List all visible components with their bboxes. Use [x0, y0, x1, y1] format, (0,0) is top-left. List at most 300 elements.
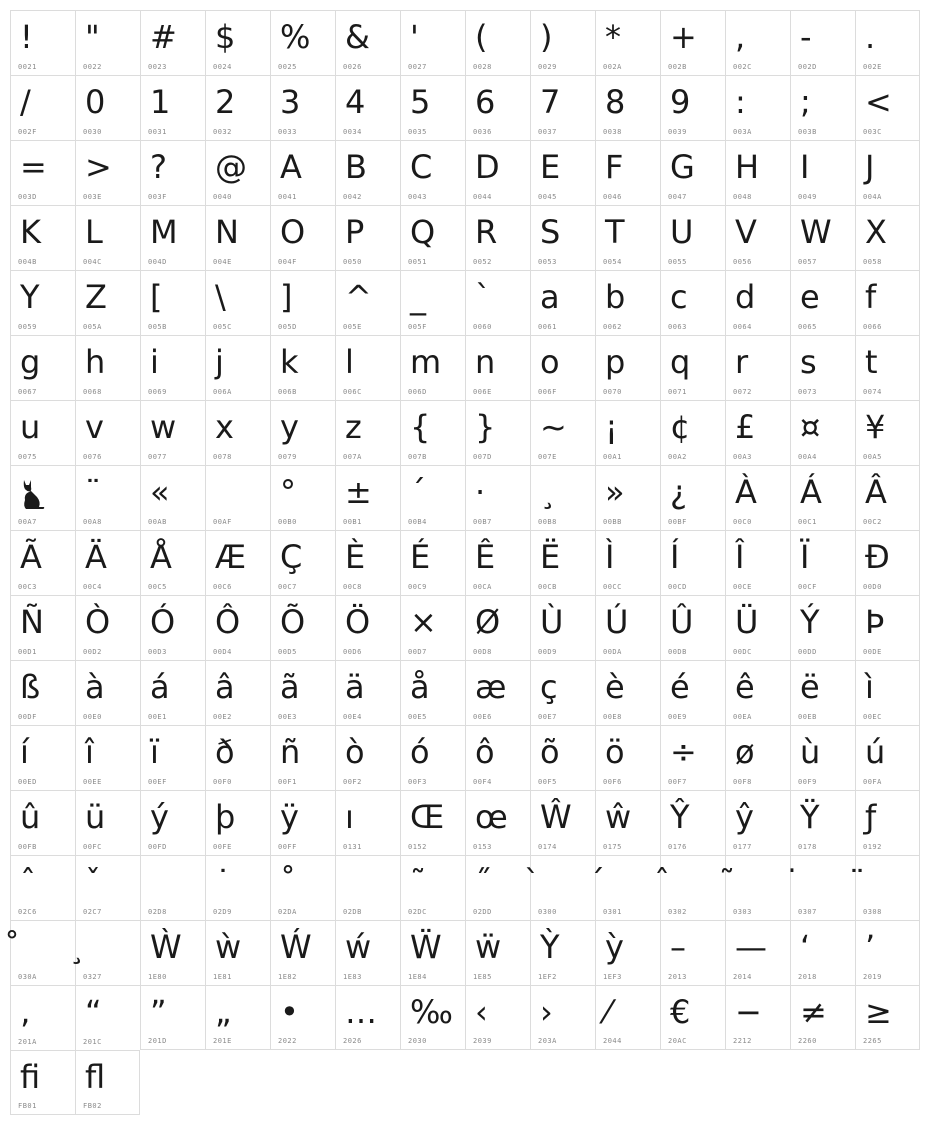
glyph-code: 006D	[408, 388, 427, 396]
glyph-cell	[10, 205, 75, 270]
glyph-char: ¨	[85, 473, 101, 511]
glyph-code: 00EE	[83, 778, 102, 786]
glyph-code: 00D9	[538, 648, 557, 656]
glyph-cell	[10, 920, 75, 985]
glyph-code: 00E1	[148, 713, 167, 721]
glyph-code: 00A4	[798, 453, 817, 461]
glyph-code: 0176	[668, 843, 687, 851]
glyph-char: ¥	[865, 408, 886, 446]
glyph-cell	[10, 465, 75, 530]
glyph-char: „	[215, 993, 232, 1031]
glyph-char: Ì	[605, 538, 615, 576]
glyph-code: 02D9	[213, 908, 232, 916]
glyph-char: Ô	[215, 603, 241, 641]
glyph-code: 007A	[343, 453, 362, 461]
glyph-char: È	[345, 538, 366, 576]
glyph-char: Ä	[85, 538, 107, 576]
glyph-cell	[205, 790, 270, 855]
glyph-code: 2212	[733, 1037, 752, 1045]
glyph-code: 0071	[668, 388, 687, 396]
glyph-cell	[75, 10, 140, 75]
glyph-cell	[790, 920, 855, 985]
glyph-code: 0077	[148, 453, 167, 461]
glyph-cell	[855, 75, 920, 140]
glyph-char: 6	[475, 83, 496, 121]
glyph-cell	[660, 790, 725, 855]
glyph-char: p	[605, 343, 626, 381]
glyph-cell	[855, 660, 920, 725]
glyph-char: Õ	[280, 603, 306, 641]
glyph-char: c	[670, 278, 688, 316]
glyph-char: h	[85, 343, 106, 381]
glyph-code: 0131	[343, 843, 362, 851]
glyph-cell	[140, 985, 205, 1050]
glyph-cell	[400, 660, 465, 725]
glyph-code: 0040	[213, 193, 232, 201]
glyph-char: 2	[215, 83, 236, 121]
glyph-cell	[400, 10, 465, 75]
glyph-char: Ó	[150, 603, 176, 641]
glyph-cell	[400, 985, 465, 1050]
glyph-cell	[400, 465, 465, 530]
glyph-code: 2260	[798, 1037, 817, 1045]
glyph-char: ÿ	[280, 798, 299, 836]
glyph-cell	[270, 10, 335, 75]
glyph-cell	[270, 790, 335, 855]
glyph-cell	[270, 75, 335, 140]
glyph-cell	[790, 595, 855, 660]
glyph-cell	[530, 530, 595, 595]
glyph-char: ≥	[865, 993, 892, 1031]
glyph-char: à	[85, 668, 105, 706]
glyph-char: `	[475, 278, 491, 316]
glyph-char: Ÿ	[800, 798, 820, 836]
glyph-char: ﬂ	[85, 1058, 106, 1096]
glyph-char: ¤	[800, 408, 821, 446]
glyph-char: Ã	[20, 538, 42, 576]
glyph-char: ‰	[410, 993, 453, 1031]
glyph-cell	[595, 335, 660, 400]
glyph-cell	[140, 140, 205, 205]
glyph-char: :	[735, 83, 746, 121]
glyph-code: 0075	[18, 453, 37, 461]
glyph-code: 00CC	[603, 583, 622, 591]
glyph-char: ƒ	[865, 798, 877, 836]
glyph-code: 0026	[343, 63, 362, 71]
glyph-cell	[75, 725, 140, 790]
glyph-char: ‚	[20, 993, 31, 1031]
glyph-code: 0047	[668, 193, 687, 201]
glyph-char: Í	[670, 538, 680, 576]
glyph-cell	[530, 75, 595, 140]
glyph-char: ’	[865, 928, 876, 966]
glyph-char: L	[85, 213, 103, 251]
glyph-char: u	[20, 408, 41, 446]
glyph-cell	[855, 10, 920, 75]
glyph-cell	[335, 205, 400, 270]
glyph-cell	[790, 10, 855, 75]
glyph-code: 0152	[408, 843, 427, 851]
glyph-cell	[725, 270, 790, 335]
glyph-cell	[75, 855, 140, 920]
glyph-code: 0023	[148, 63, 167, 71]
glyph-cell	[140, 595, 205, 660]
glyph-char: á	[150, 668, 170, 706]
glyph-char: ‘	[800, 928, 811, 966]
glyph-char: å	[410, 668, 430, 706]
glyph-cell	[855, 400, 920, 465]
glyph-char: Æ	[215, 538, 247, 576]
glyph-code: 0070	[603, 388, 622, 396]
glyph-cell	[10, 530, 75, 595]
glyph-code: 00B7	[473, 518, 492, 526]
glyph-cell	[400, 725, 465, 790]
glyph-code: 2044	[603, 1037, 622, 1045]
glyph-cell	[855, 465, 920, 530]
glyph-cell	[75, 205, 140, 270]
glyph-char: Ð	[865, 538, 890, 576]
glyph-code: 02DB	[343, 908, 362, 916]
glyph-cell	[10, 400, 75, 465]
glyph-code: 0037	[538, 128, 557, 136]
glyph-code: 00E2	[213, 713, 232, 721]
glyph-code: 00CF	[798, 583, 817, 591]
glyph-code: 02D8	[148, 908, 167, 916]
glyph-char: ×	[410, 603, 437, 641]
glyph-char: ỳ	[605, 928, 624, 966]
glyph-char: þ	[215, 798, 236, 836]
glyph-char: ¢	[670, 408, 691, 446]
glyph-code: 00DF	[18, 713, 37, 721]
glyph-code: 1E83	[343, 973, 362, 981]
glyph-code: 00A2	[668, 453, 687, 461]
glyph-char: y	[280, 408, 299, 446]
glyph-cell	[530, 725, 595, 790]
glyph-char: ý	[150, 798, 169, 836]
glyph-code: 201E	[213, 1037, 232, 1045]
glyph-code: 00D4	[213, 648, 232, 656]
glyph-cell	[75, 270, 140, 335]
glyph-char: )	[540, 18, 553, 56]
glyph-code: 0055	[668, 258, 687, 266]
glyph-cell	[75, 985, 140, 1050]
glyph-char: V	[735, 213, 757, 251]
glyph-code: 0031	[148, 128, 167, 136]
glyph-code: 201A	[18, 1038, 37, 1046]
glyph-code: 0033	[278, 128, 297, 136]
glyph-cell	[530, 270, 595, 335]
glyph-code: 00AF	[213, 518, 232, 526]
glyph-cell	[75, 595, 140, 660]
glyph-code: 0079	[278, 453, 297, 461]
glyph-char: è	[605, 668, 625, 706]
glyph-cell	[400, 400, 465, 465]
glyph-code: 00F4	[473, 778, 492, 786]
glyph-char: b	[605, 278, 626, 316]
glyph-code: 00BB	[603, 518, 622, 526]
glyph-char: ﬁ	[20, 1058, 41, 1096]
glyph-char: €	[670, 993, 691, 1031]
glyph-cell	[660, 335, 725, 400]
glyph-char: a	[540, 278, 560, 316]
glyph-cell	[530, 465, 595, 530]
glyph-cell	[725, 205, 790, 270]
glyph-code: 0300	[538, 908, 557, 916]
glyph-char: f	[865, 278, 877, 316]
glyph-char: S	[540, 213, 561, 251]
glyph-code: 00DE	[863, 648, 882, 656]
glyph-cell	[400, 855, 465, 920]
glyph-code: 0041	[278, 193, 297, 201]
glyph-code: 0303	[733, 908, 752, 916]
glyph-code: 00E4	[343, 713, 362, 721]
glyph-cell	[855, 985, 920, 1050]
glyph-code: 0175	[603, 843, 622, 851]
glyph-char: d	[735, 278, 756, 316]
glyph-code: 004F	[278, 258, 297, 266]
glyph-cell	[10, 1050, 75, 1115]
glyph-code: 02DD	[473, 908, 492, 916]
glyph-cell	[595, 595, 660, 660]
glyph-cell	[790, 335, 855, 400]
glyph-code: 003B	[798, 128, 817, 136]
glyph-char: N	[215, 213, 239, 251]
glyph-cell	[400, 75, 465, 140]
glyph-char: $	[215, 18, 236, 56]
glyph-code: 0061	[538, 323, 557, 331]
glyph-cell	[465, 205, 530, 270]
glyph-cell	[75, 400, 140, 465]
glyph-code: 00C3	[18, 583, 37, 591]
glyph-char: ê	[735, 668, 755, 706]
glyph-code: 00E0	[83, 713, 102, 721]
glyph-code: 0053	[538, 258, 557, 266]
glyph-char: À	[735, 473, 757, 511]
glyph-char: ˜	[410, 863, 426, 901]
glyph-char: Q	[410, 213, 436, 251]
glyph-cell	[10, 75, 75, 140]
glyph-cell	[400, 790, 465, 855]
glyph-char: ~	[540, 408, 567, 446]
glyph-cell	[270, 855, 335, 920]
glyph-cell	[270, 985, 335, 1050]
glyph-code: 0066	[863, 323, 882, 331]
glyph-code: 0034	[343, 128, 362, 136]
glyph-code: 00E9	[668, 713, 687, 721]
glyph-code: 00D7	[408, 648, 427, 656]
glyph-code: 0049	[798, 193, 817, 201]
glyph-char: ı	[345, 798, 354, 836]
glyph-code: 00C6	[213, 583, 232, 591]
glyph-cell	[465, 725, 530, 790]
glyph-char: Ê	[475, 538, 496, 576]
glyph-cell	[725, 595, 790, 660]
glyph-code: 0039	[668, 128, 687, 136]
glyph-code: 0027	[408, 63, 427, 71]
glyph-code: 00D1	[18, 648, 37, 656]
glyph-code: 2039	[473, 1037, 492, 1045]
glyph-char: æ	[475, 668, 507, 706]
glyph-char: U	[670, 213, 694, 251]
glyph-char: +	[670, 18, 697, 56]
glyph-code: 003A	[733, 128, 752, 136]
glyph-char: ¸	[540, 473, 556, 511]
glyph-code: 0069	[148, 388, 167, 396]
glyph-cell	[140, 855, 205, 920]
glyph-code: 00E8	[603, 713, 622, 721]
glyph-code: 2019	[863, 973, 882, 981]
glyph-cell	[400, 530, 465, 595]
glyph-cell	[465, 465, 530, 530]
glyph-cell	[10, 855, 75, 920]
glyph-char: o	[540, 343, 560, 381]
glyph-code: 0022	[83, 63, 102, 71]
glyph-code: 0043	[408, 193, 427, 201]
glyph-cell	[75, 530, 140, 595]
glyph-cell	[725, 400, 790, 465]
glyph-code: 0063	[668, 323, 687, 331]
glyph-cell	[400, 595, 465, 660]
glyph-cell	[140, 465, 205, 530]
glyph-cell	[205, 140, 270, 205]
glyph-char: ó	[410, 733, 430, 771]
glyph-char: ã	[280, 668, 300, 706]
glyph-char: •	[280, 993, 299, 1031]
glyph-code: 00E6	[473, 713, 492, 721]
glyph-cell	[140, 10, 205, 75]
glyph-code: 203A	[538, 1037, 557, 1045]
glyph-char: A	[280, 148, 302, 186]
glyph-cell	[205, 205, 270, 270]
glyph-code: 003D	[18, 193, 37, 201]
glyph-char: ¿	[670, 473, 687, 511]
glyph-char: !	[20, 18, 33, 56]
glyph-char: 4	[345, 83, 366, 121]
glyph-cell	[335, 10, 400, 75]
glyph-code: 2265	[863, 1037, 882, 1045]
glyph-char: i	[150, 343, 159, 381]
glyph-char: l	[345, 343, 354, 381]
glyph-char: Y	[20, 278, 40, 316]
glyph-char: =	[20, 148, 47, 186]
glyph-code: 0057	[798, 258, 817, 266]
glyph-code: 00F7	[668, 778, 687, 786]
glyph-code: 0048	[733, 193, 752, 201]
glyph-code: 0032	[213, 128, 232, 136]
glyph-char: Z	[85, 278, 107, 316]
glyph-char: '	[410, 18, 419, 56]
glyph-code: 002F	[18, 128, 37, 136]
glyph-char: {	[410, 408, 431, 446]
glyph-char: g	[20, 343, 41, 381]
glyph-char: }	[475, 408, 496, 446]
glyph-code: 00E7	[538, 713, 557, 721]
glyph-char: x	[215, 408, 234, 446]
glyph-cell	[335, 725, 400, 790]
glyph-char: 1	[150, 83, 171, 121]
glyph-code: 0073	[798, 388, 817, 396]
glyph-cell	[270, 660, 335, 725]
glyph-code: 0076	[83, 453, 102, 461]
glyph-code: 005A	[83, 323, 102, 331]
glyph-cell	[465, 400, 530, 465]
glyph-cell	[465, 985, 530, 1050]
glyph-cell	[205, 920, 270, 985]
glyph-char: Þ	[865, 603, 885, 641]
glyph-char: X	[865, 213, 887, 251]
glyph-char: ÷	[670, 733, 697, 771]
glyph-cell	[10, 270, 75, 335]
glyph-cell	[855, 725, 920, 790]
glyph-cell	[790, 530, 855, 595]
glyph-code: 005F	[408, 323, 427, 331]
glyph-code: 2030	[408, 1037, 427, 1045]
glyph-char: Á	[800, 473, 822, 511]
glyph-cell	[790, 985, 855, 1050]
glyph-char: m	[410, 343, 442, 381]
glyph-cell	[725, 855, 790, 920]
glyph-cell	[465, 335, 530, 400]
glyph-char: F	[605, 148, 624, 186]
glyph-cell	[790, 790, 855, 855]
glyph-code: 0042	[343, 193, 362, 201]
glyph-code: 00FC	[83, 843, 102, 851]
glyph-cell	[140, 920, 205, 985]
glyph-char: Œ	[410, 798, 445, 836]
glyph-cell	[595, 140, 660, 205]
glyph-char: ;	[800, 83, 811, 121]
glyph-char: G	[670, 148, 695, 186]
glyph-char: ˝	[475, 863, 491, 901]
glyph-cell	[530, 855, 595, 920]
glyph-code: 007E	[538, 453, 557, 461]
glyph-cell	[270, 270, 335, 335]
glyph-cell	[335, 270, 400, 335]
glyph-code: 00EC	[863, 713, 882, 721]
glyph-cell	[10, 140, 75, 205]
glyph-code: 1E84	[408, 973, 427, 981]
glyph-char: œ	[475, 798, 508, 836]
glyph-cell	[140, 530, 205, 595]
glyph-char: 7	[540, 83, 561, 121]
glyph-cell	[855, 920, 920, 985]
glyph-char: /	[20, 83, 31, 121]
glyph-char: ,	[735, 18, 746, 56]
glyph-code: 00DA	[603, 648, 622, 656]
glyph-char: Ú	[605, 603, 629, 641]
glyph-code: 00EF	[148, 778, 167, 786]
glyph-code: 0025	[278, 63, 297, 71]
glyph-char: Î	[735, 538, 745, 576]
glyph-code: 0050	[343, 258, 362, 266]
glyph-char: °	[280, 473, 296, 511]
glyph-code: 00C9	[408, 583, 427, 591]
glyph-code: 0060	[473, 323, 492, 331]
glyph-cell	[140, 270, 205, 335]
glyph-cell	[530, 205, 595, 270]
glyph-cell	[465, 920, 530, 985]
glyph-char: −	[735, 993, 762, 1031]
glyph-code: 00C2	[863, 518, 882, 526]
glyph-code: 004C	[83, 258, 102, 266]
glyph-cell	[595, 660, 660, 725]
glyph-code: 0051	[408, 258, 427, 266]
glyph-code: 00CD	[668, 583, 687, 591]
glyph-cell	[465, 10, 530, 75]
glyph-cell	[205, 985, 270, 1050]
glyph-code: 00CA	[473, 583, 492, 591]
glyph-cell	[10, 725, 75, 790]
